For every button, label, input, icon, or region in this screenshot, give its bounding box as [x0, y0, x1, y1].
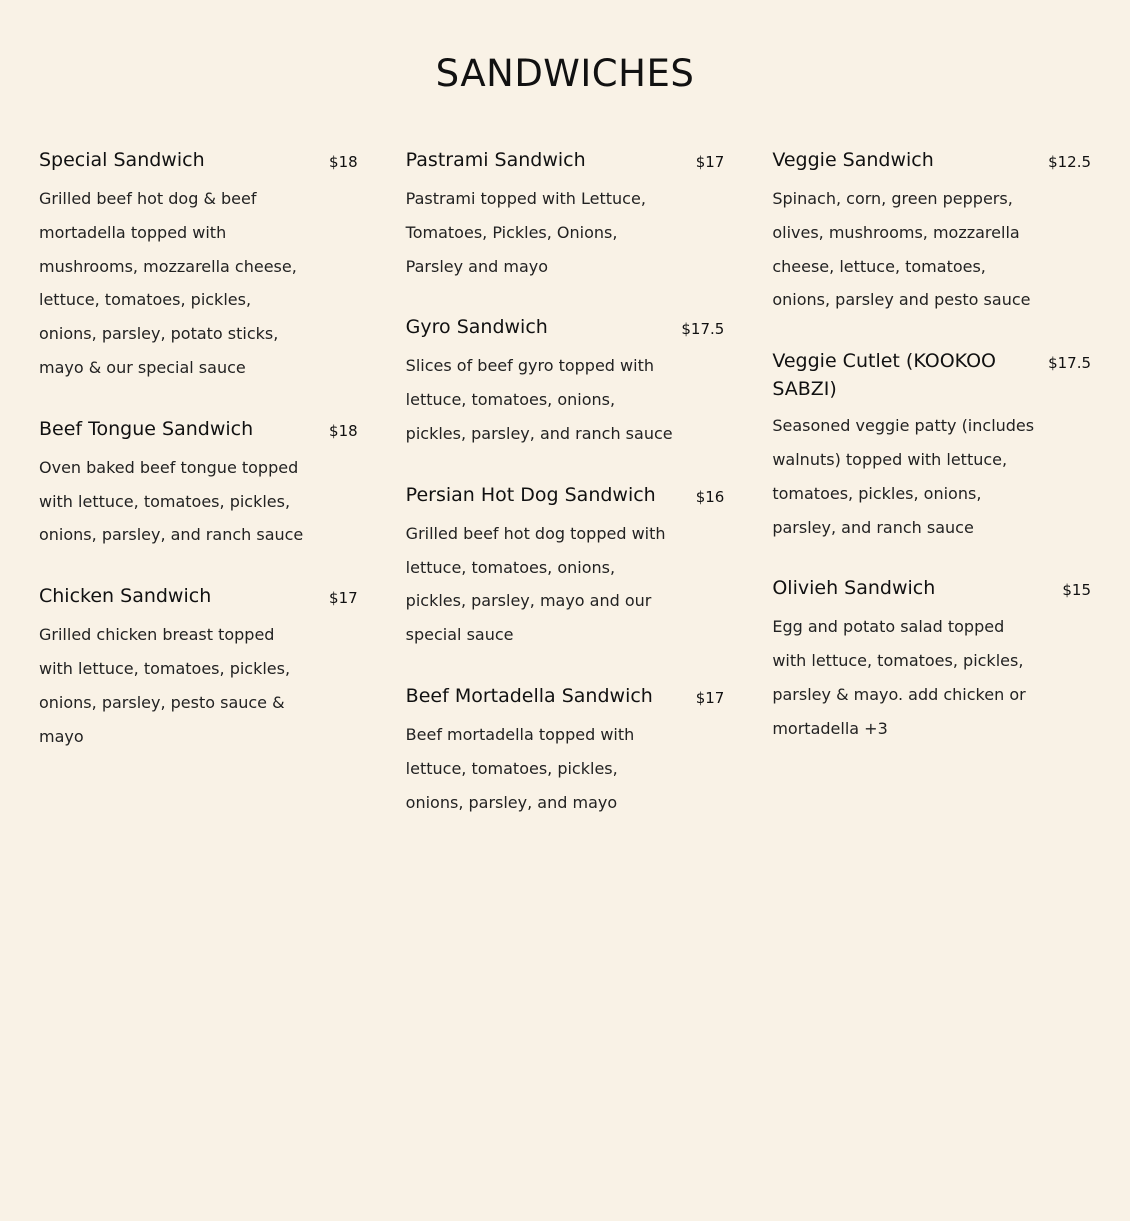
menu-item-name: Veggie Cutlet (KOOKOO SABZI) — [772, 350, 996, 401]
menu-item-name: Special Sandwich — [39, 149, 205, 171]
menu-column-left — [39, 146, 358, 849]
menu-columns — [39, 146, 1091, 849]
menu-item-header — [39, 582, 358, 612]
menu-item-price: $17 — [329, 589, 358, 608]
menu-item-price: $16 — [695, 487, 725, 506]
menu-item — [772, 146, 1091, 317]
menu-item — [406, 146, 725, 283]
menu-item-description: Beef mortadella topped with lettuce, tomatoes, pickles, onions, parsley, and mayo — [405, 724, 635, 812]
menu-item-name: Beef Tongue Sandwich — [39, 417, 254, 440]
menu-item-description: Egg and potato salad topped with lettuce, tomatoes, pickles, parsley & mayo. add chicken or mortadella +3 — [772, 617, 1026, 738]
menu-item — [406, 313, 725, 450]
menu-item-description: Slices of beef gyro topped with lettuce, tomatoes, onions, pickles, parsley, and ranch sauce — [405, 356, 673, 443]
menu-item-header — [406, 481, 725, 511]
menu-item-price: $12.5 — [1048, 153, 1092, 171]
menu-item-header — [772, 347, 1091, 403]
menu-item-name: Persian Hot Dog Sandwich — [405, 483, 656, 506]
menu-item-header — [39, 415, 358, 445]
menu-item-price: $17.5 — [681, 320, 725, 339]
menu-column-right — [772, 146, 1091, 849]
section-title: SANDWICHES — [435, 52, 695, 95]
menu-item-name: Gyro Sandwich — [405, 316, 548, 339]
menu-item-description: Grilled chicken breast topped with lettuce, tomatoes, pickles, onions, parsley, pesto sauce & mayo — [39, 625, 291, 746]
menu-item-name: Pastrami Sandwich — [405, 149, 586, 171]
menu-item-name: Beef Mortadella Sandwich — [405, 684, 653, 707]
menu-item — [39, 146, 358, 385]
menu-item — [772, 574, 1091, 745]
menu-item — [39, 415, 358, 552]
menu-item-name: Olivieh Sandwich — [772, 577, 936, 600]
menu-item-description: Grilled beef hot dog topped with lettuce, tomatoes, onions, pickles, parsley, mayo and our special sauce — [405, 523, 666, 645]
menu-item — [406, 481, 725, 652]
menu-item-name: Chicken Sandwich — [39, 585, 212, 608]
menu-item-header — [406, 682, 725, 712]
menu-item-header — [772, 574, 1091, 604]
menu-item-price: $17 — [695, 153, 725, 171]
menu-item-description: Pastrami topped with Lettuce, Tomatoes, Pickles, Onions, Parsley and mayo — [405, 189, 646, 276]
menu-item-header — [39, 146, 358, 176]
menu-item-header — [772, 146, 1091, 176]
menu-item-description: Spinach, corn, green peppers, olives, mushrooms, mozzarella cheese, lettuce, tomatoes, onions, parsley and pesto sauce — [772, 189, 1031, 310]
menu-item — [772, 347, 1091, 544]
menu-item-price: $18 — [329, 421, 358, 440]
menu-item — [39, 582, 358, 753]
menu-item — [406, 682, 725, 819]
menu-item-price: $17.5 — [1048, 354, 1092, 373]
menu-item-name: Veggie Sandwich — [772, 149, 934, 171]
menu-item-header — [406, 313, 725, 343]
menu-item-description: Oven baked beef tongue topped with lettuce, tomatoes, pickles, onions, parsley, and ranch sauce — [39, 457, 304, 545]
menu-column-middle — [406, 146, 725, 849]
menu-item-price: $17 — [695, 688, 725, 707]
menu-item-header — [406, 146, 725, 176]
menu-item-price: $18 — [329, 153, 358, 171]
menu-item-description: Seasoned veggie patty (includes walnuts) topped with lettuce, tomatoes, pickles, onions, parsley, and ranch sauce — [772, 416, 1035, 537]
menu-item-price: $15 — [1062, 581, 1092, 600]
menu-item-description: Grilled beef hot dog & beef mortadella topped with mushrooms, mozzarella cheese, lettuce, tomatoes, pickles, onions, parsley, potato sticks, mayo & our special sauce — [39, 189, 297, 377]
